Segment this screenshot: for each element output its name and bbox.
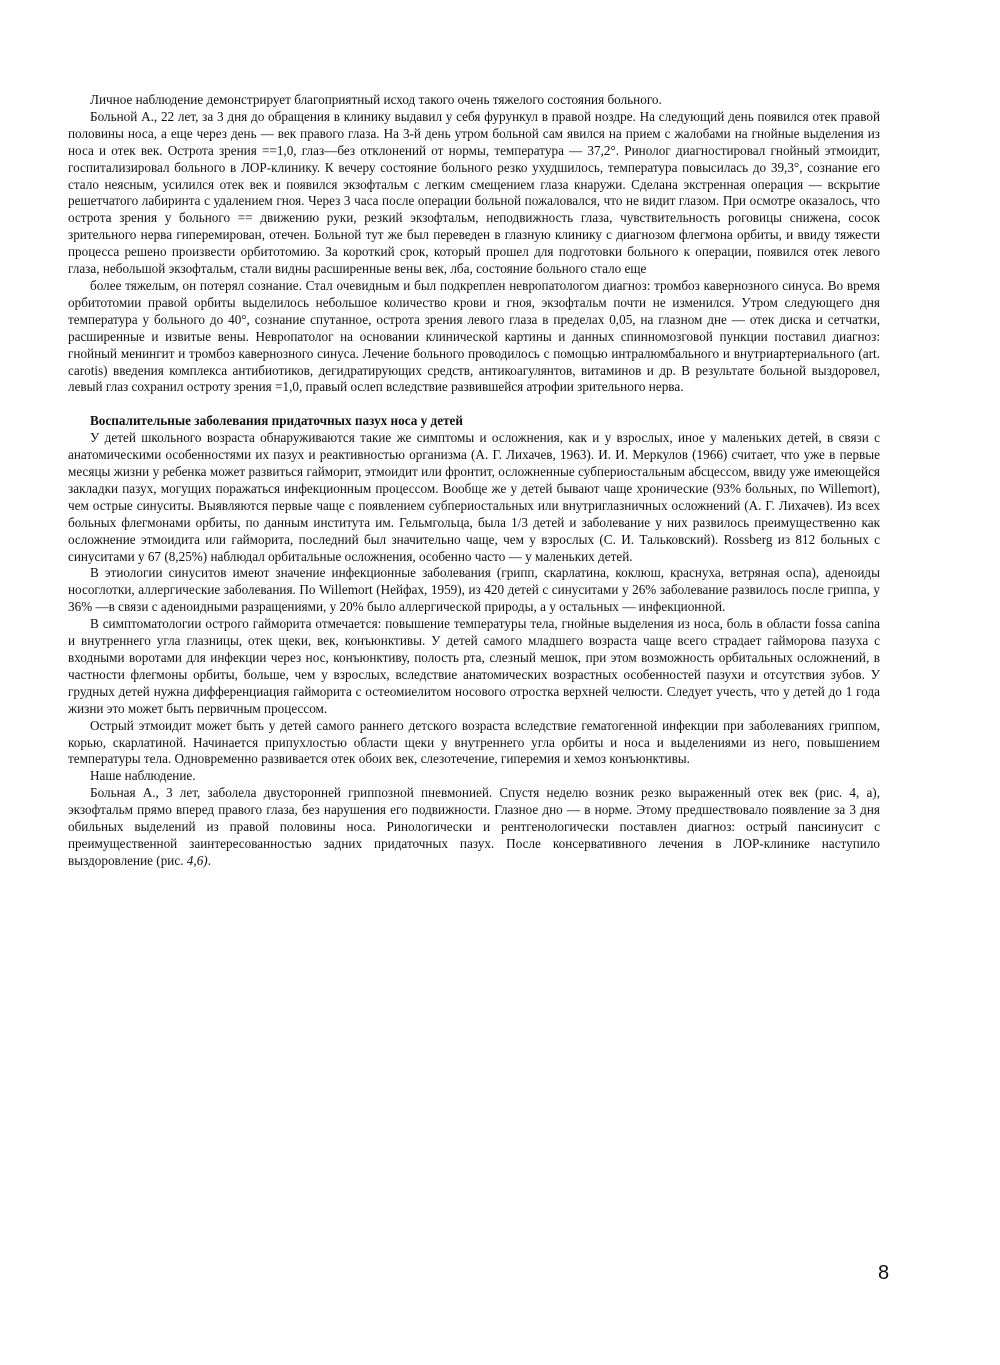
page-number: 8 — [878, 1262, 890, 1284]
case-2-text: Больная А., 3 лет, заболела двусторонней гриппозной пневмонией. Спустя неделю возник резко выраженный отек век (рис. 4, а), экзофтальм прямо вперед правого глаза, без нарушения его подвижности. Глазное дно — в норме. Этому предшествовало появление за 3 дня обильных выделений из правой половины носа. Ринологически и рентгенологически поставлен диагноз: острый пансинусит с преимущественной заинтересованностью задних придаточных пазух. После консервативного лечения в ЛОР-клинике наступило выздоровление (рис. — [68, 785, 880, 868]
paragraph-case-2 — [68, 785, 880, 870]
case-2-period: . — [207, 852, 211, 868]
section-heading: Воспалительные заболевания придаточных пазух носа у детей — [90, 413, 463, 429]
paragraph-school-age: У детей школьного возраста обнаруживаются такие же симптомы и осложнения, как и у взрослых, иное у маленьких детей, в связи с анатомическими особенностями их пазух и реактивностью организма (А. Г. Лихачев, 1963). И. И. Меркулов (1966) считает, что уже в первые месяцы жизни у ребенка может развиться гайморит, этмоидит или фронтит, осложненные субпериостальным абсцессом, ввиду уже имеющейся закладки пазух, могущих поражаться инфекционным процессом. Вообще же у детей бывают чаще хронические (93% больных, по Willemort), чем острые синуситы. Выявляются первые чаще с появлением субпериостальных или внутриглазничных осложнений (А. Г. Лихачев). Из всех больных флегмонами орбиты, по данным института им. Гельмгольца, была 1/3 детей и заболевание у них развилось преимущественно как осложнение этмоидита или гайморита, последний был значительно чаще, чем у взрослых (С. И. Тальковский). Rossberg из 812 больных с синуситами у 67 (8,25%) наблюдал орбитальные осложнения, особенно часто — у маленьких детей. — [68, 430, 880, 564]
paragraph-ethmoiditis: Острый этмоидит может быть у детей самого раннего детского возраста вследствие гематогенной инфекции при заболеваниях гриппом, корью, скарлатиной. Начинается припухлостью области щеки у внутреннего угла орбиты и носа и выделениями из него, повышением температуры тела. Одновременно развивается отек обоих век, слезотечение, гиперемия и хемоз конъюнктивы. — [68, 717, 880, 767]
document-body — [68, 92, 880, 870]
paragraph-intro: Личное наблюдение демонстрирует благоприятный исход такого очень тяжелого состояния больного. — [90, 92, 662, 107]
paragraph-etiology: В этиологии синуситов имеют значение инфекционные заболевания (грипп, скарлатина, коклюш, краснуха, ветряная оспа), аденоиды носоглотки, аллергические заболевания. По Willemort (Нейфах, 1959), из 420 детей с синуситами у 26% заболевание развилось после гриппа, у 36% —в связи с аденоидными разращениями, у 20% было аллергической природы, а у остальных — инфекционной. — [68, 565, 880, 615]
paragraph-our-observation: Наше наблюдение. — [90, 768, 196, 784]
paragraph-case-1: Больной А., 22 лет, за 3 дня до обращения в клинику выдавил у себя фурункул в правой ноздре. На следующий день появился отек правой половины носа, а еще через день — век правого глаза. На 3-й день утром больной сам явился на прием с жалобами на гнойные выделения из носа и отек век. Острота зрения ==1,0, глаз—без отклонений от нормы, температура — 37,2°. Ринолог диагностировал гнойный этмоидит, госпитализировал больного в ЛОР-клинику. К вечеру состояние больного резко ухудшилось, температура повысилась до 39,3°, сознание его стало неясным, усилился отек век и появился экзофтальм с легким смещением глаза кнаружи. Сделана экстренная операция — вскрытие решетчатого лабиринта с удалением гноя. Через 3 часа после операции больной пожаловался, что не видит глазом. При осмотре оказалось, что острота зрения у больного == движению руки, резкий экзофтальм, неподвижность глаза, чувствительность роговицы снижена, сосок зрительного нерва гиперемирован, отечен. Больной тут же был переведен в глазную клинику с диагнозом флегмона орбиты, и ввиду тяжести процесса решено произвести орбитотомию. За короткий срок, который прошел для подготовки больного к операции, появился отек левого глаза, небольшой экзофтальм, стали видны расширенные вены век, лба, состояние больного стало еще — [68, 108, 880, 277]
paragraph-case-1-continued: более тяжелым, он потерял сознание. Стал очевидным и был подкреплен невропатологом диагноз: тромбоз кавернозного синуса. Во время орбитотомии правой орбиты выделилось небольшое количество крови и гноя, экзофтальм почти не изменился. Утром следующего дня температура у больного до 40°, сознание спутанное, острота зрения левого глаза в пределах 0,05, на глазном дне — отек диска и сетчатки, расширенные и извитые вены. Невропатолог на основании клинической картины и данных спинномозговой пункции поставил диагноз: гнойный менингит и тромбоз кавернозного синуса. Лечение больного проводилось с помощью интралюмбального и внутриартериального (art. carotis) введения комплекса антибиотиков, дегидратирующих средств, антикоагулянтов, витаминов и др. В результате больной выздоровел, левый глаз сохранил остроту зрения =1,0, правый ослеп вследствие развившейся атрофии зрительного нерва. — [68, 277, 880, 395]
figure-reference: 4,6) — [186, 852, 208, 868]
paragraph-symptomatology: В симптоматологии острого гайморита отмечается: повышение температуры тела, гнойные выделения из носа, боль в области fossa canina и внутреннего угла глазницы, отек щеки, век, конъюнктивы. У детей самого младшего возраста чаще всего страдает гайморова пазуха с входными воротами для инфекции через нос, конъюнктиву, полость рта, слезный мешок, при этом возможность орбитальных осложнений, в частности флегмоны орбиты, больше, чем у взрослых, вследствие анатомических возрастных особенностей пазухи и отсутствия зубов. У грудных детей нужна дифференциация гайморита с остеомиелитом носового отростка верхней челюсти. Следует учесть, что у детей до 1 года жизни это может быть первичным процессом. — [68, 616, 880, 716]
